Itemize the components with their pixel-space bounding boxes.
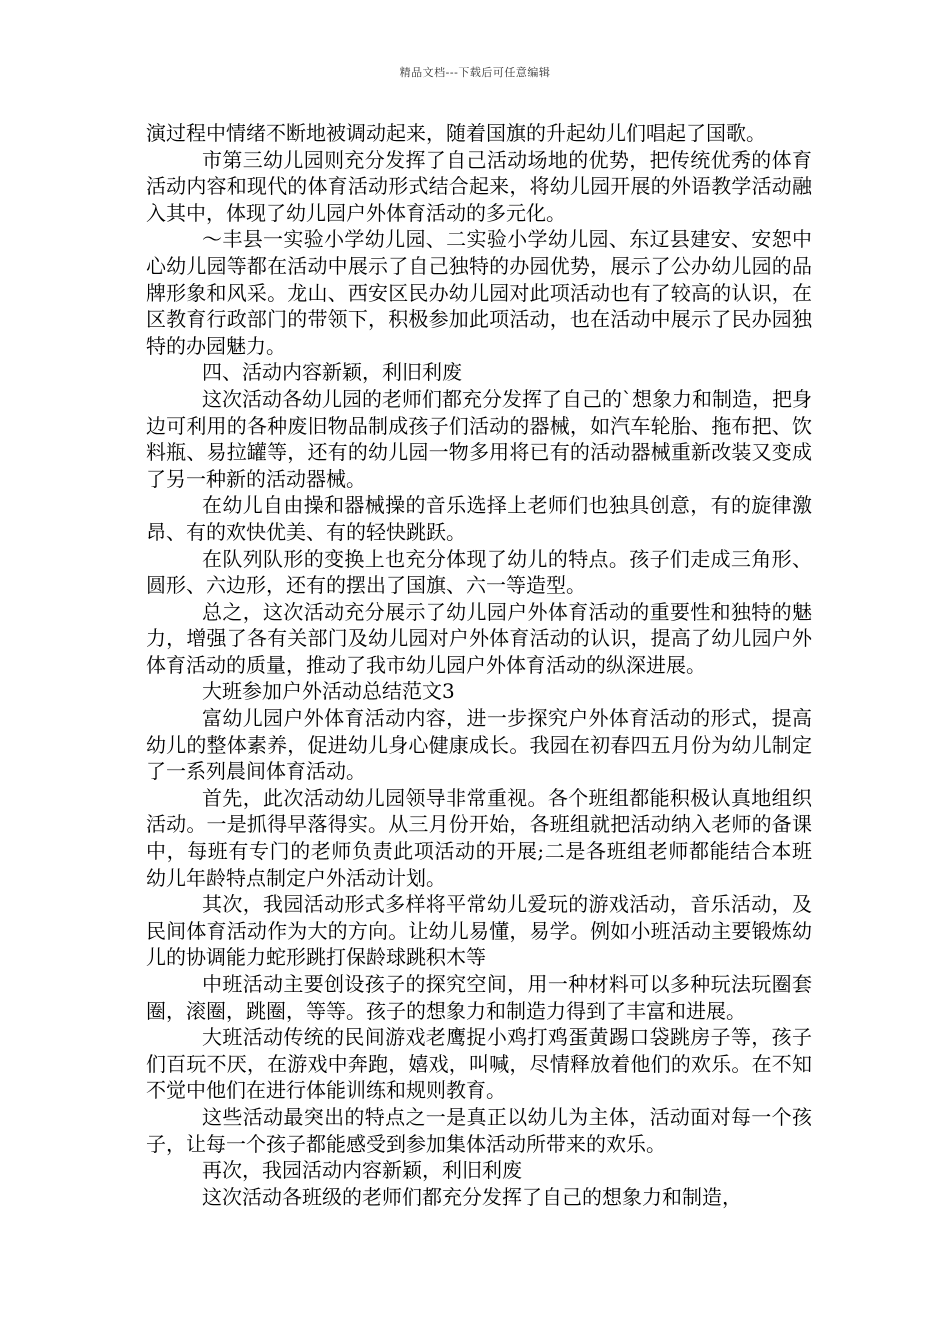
paragraph: 在幼儿自由操和器械操的音乐选择上老师们也独具创意，有的旋律激昂、有的欢快优美、有的轻快跳跃。 xyxy=(146,493,812,544)
paragraph: 在队列队形的变换上也充分体现了幼儿的特点。孩子们走成三角形、圆形、六边形，还有的摆出了国旗、六一等造型。 xyxy=(146,546,812,598)
paragraph: 这些活动最突出的特点之一是真正以幼儿为主体，活动面对每一个孩子，让每一个孩子都能感受到参加集体活动所带来的欢乐。 xyxy=(146,1104,812,1156)
paragraph: 市第三幼儿园则充分发挥了自己活动场地的优势，把传统优秀的体育活动内容和现代的体育活动形式结合起来，将幼儿园开展的外语教学活动融入其中，体现了幼儿园户外体育活动的多元化。 xyxy=(146,147,812,225)
paragraph: 这次活动各幼儿园的老师们都充分发挥了自己的`想象力和制造，把身边可利用的各种废旧物品制成孩子们活动的器械，如汽车轮胎、拖布把、饮料瓶、易拉罐等，还有的幼儿园一物多用将已有的活动器械重新改装又变成了另一种新的活动器械。 xyxy=(146,386,812,491)
paragraph: 大班活动传统的民间游戏老鹰捉小鸡打鸡蛋黄踢口袋跳房子等，孩子们百玩不厌，在游戏中奔跑，嬉戏，叫喊，尽情释放着他们的欢乐。在不知不觉中他们在进行体能训练和规则教育。 xyxy=(146,1025,812,1103)
paragraph: ～丰县一实验小学幼儿园、二实验小学幼儿园、东辽县建安、安恕中心幼儿园等都在活动中展示了自己独特的办园优势，展示了公办幼儿园的品牌形象和风采。龙山、西安区民办幼儿园对此项活动也有了较高的认识，在区教育行政部门的带领下，积极参加此项活动，也在活动中展示了民办园独特的办园魅力。 xyxy=(146,227,812,358)
paragraph-continuation: 演过程中情绪不断地被调动起来，随着国旗的升起幼儿们唱起了国歌。 xyxy=(146,121,766,145)
paragraph: 这次活动各班级的老师们都充分发挥了自己的想象力和制造， xyxy=(202,1184,742,1209)
paragraph: 富幼儿园户外体育活动内容，进一步探究户外体育活动的形式，提高幼儿的整体素养，促进幼儿身心健康成长。我园在初春四五月份为幼儿制定了一系列晨间体育活动。 xyxy=(146,706,812,784)
document-body xyxy=(146,120,812,1210)
section-heading: 再次，我园活动内容新颖，利旧利废 xyxy=(202,1158,522,1183)
paragraph: 其次，我园活动形式多样将平常幼儿爱玩的游戏活动，音乐活动，及民间体育活动作为大的方向。让幼儿易懂，易学。例如小班活动主要锻炼幼儿的协调能力蛇形跳打保龄球跳积木等 xyxy=(146,892,812,970)
paragraph: 中班活动主要创设孩子的探究空间，用一种材料可以多种玩法玩圈套圈，滚圈，跳圈，等等。孩子的想象力和制造力得到了丰富和进展。 xyxy=(146,972,812,1023)
paragraph: 首先，此次活动幼儿园领导非常重视。各个班组都能积极认真地组织活动。一是抓得早落得实。从三月份开始，各班组就把活动纳入老师的备课中，每班有专门的老师负责此项活动的开展;二是各班组老师都能结合本班幼儿年龄特点制定户外活动计划。 xyxy=(146,785,812,890)
page-header: 精品文档---下载后可任意编辑 xyxy=(399,66,551,79)
section-heading: 四、活动内容新颖，利旧利废 xyxy=(202,360,462,385)
paragraph: 总之，这次活动充分展示了幼儿园户外体育活动的重要性和独特的魅力，增强了各有关部门及幼儿园对户外体育活动的认识，提高了幼儿园户外体育活动的质量，推动了我市幼儿园户外体育活动的纵深进展。 xyxy=(146,599,812,677)
article-title: 大班参加户外活动总结范文3 xyxy=(202,679,455,704)
